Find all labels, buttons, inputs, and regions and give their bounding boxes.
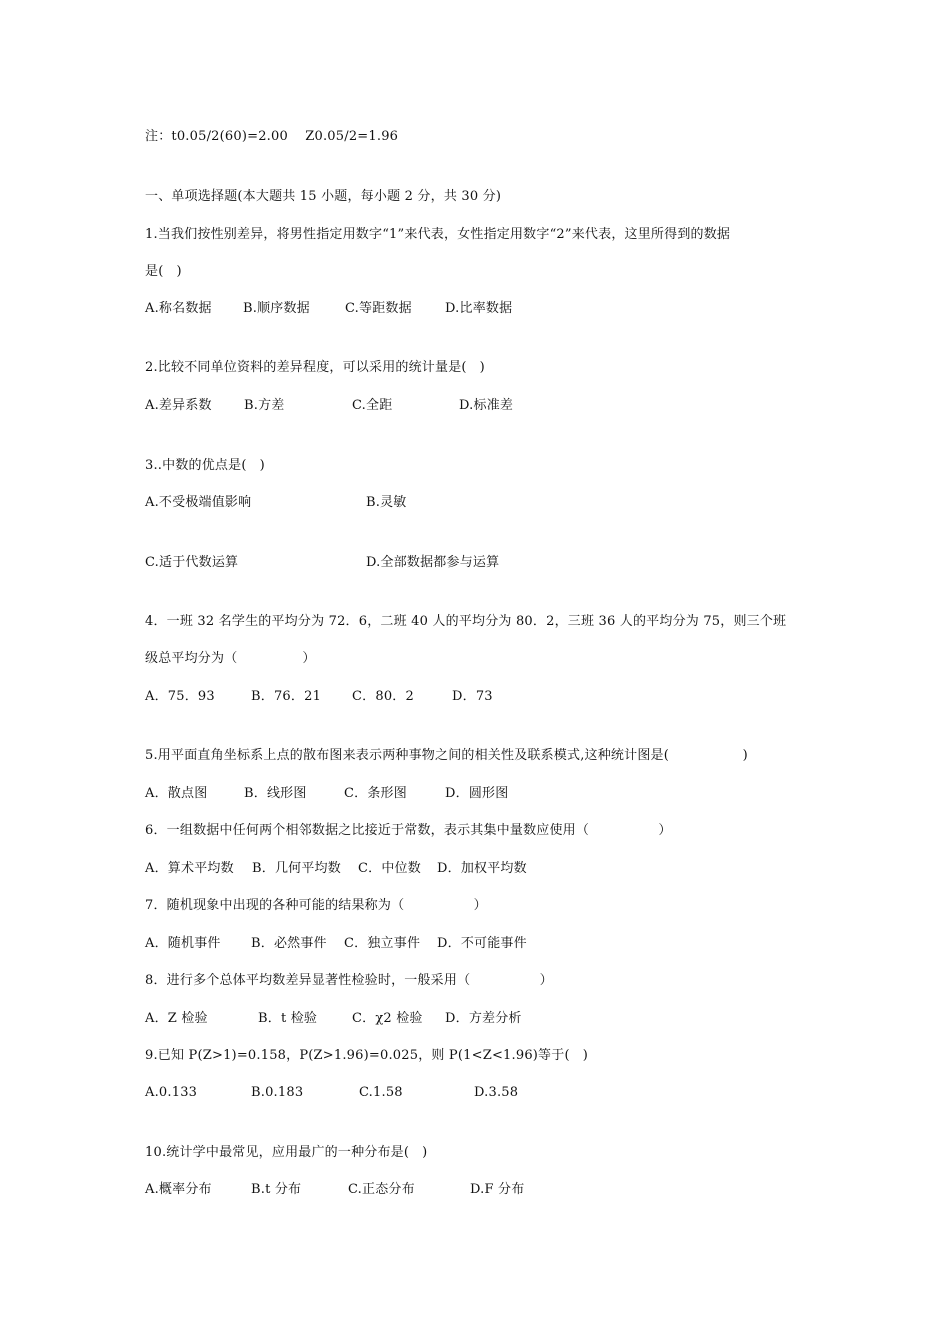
option-c: C.等距数据	[345, 301, 412, 316]
option-b: B．几何平均数	[252, 861, 341, 876]
question-stem: 9.已知 P(Z>1)=0.158，P(Z>1.96)=0.025，则 P(1<Z<1.96)等于( )	[145, 1048, 588, 1063]
question-options	[145, 300, 513, 318]
option-d: D.3.58	[474, 1085, 519, 1100]
option-a: A．75．93	[145, 689, 215, 704]
option-b: B.方差	[244, 398, 285, 413]
option-c: C.适于代数运算	[145, 555, 239, 570]
question-stem: 10.统计学中最常见，应用最广的一种分布是( )	[145, 1145, 428, 1160]
option-d: D．方差分析	[445, 1011, 522, 1026]
note-line: 注：t0.05/2(60)=2.00 Z0.05/2=1.96	[145, 129, 399, 144]
question-stem: 3..中数的优点是( )	[145, 458, 265, 473]
section-title: 一、单项选择题(本大题共 15 小题，每小题 2 分，共 30 分)	[145, 189, 502, 204]
option-a: A.差异系数	[145, 398, 212, 413]
option-b: B.0.183	[251, 1085, 304, 1100]
question-stem: 1.当我们按性别差异，将男性指定用数字“1”来代表，女性指定用数字“2”来代表，这里所得到的数据	[145, 227, 731, 242]
option-c: C.正态分布	[348, 1182, 415, 1197]
option-b: B．必然事件	[251, 936, 327, 951]
option-c: C．条形图	[344, 786, 407, 801]
question-options	[145, 1010, 522, 1028]
option-a: A.概率分布	[145, 1182, 212, 1197]
option-a: A．随机事件	[145, 936, 221, 951]
question-options	[145, 397, 514, 415]
question-stem: 7．随机现象中出现的各种可能的结果称为（ ）	[145, 898, 487, 913]
option-c: C．独立事件	[344, 936, 421, 951]
option-b: B．t 检验	[258, 1011, 318, 1026]
question-options	[145, 860, 527, 878]
option-a: A．算术平均数	[145, 861, 234, 876]
question-stem: 2.比较不同单位资料的差异程度，可以采用的统计量是( )	[145, 360, 485, 375]
question-stem: 8．进行多个总体平均数差异显著性检验时，一般采用（ ）	[145, 973, 553, 988]
option-d: D.标准差	[459, 398, 514, 413]
option-c: C．χ2 检验	[352, 1011, 423, 1026]
question-options	[145, 494, 407, 512]
option-a: A.不受极端值影响	[145, 495, 252, 510]
option-c: C.1.58	[359, 1085, 403, 1100]
option-b: B.t 分布	[251, 1182, 302, 1197]
question-options	[145, 688, 493, 706]
question-stem: 4．一班 32 名学生的平均分为 72．6，二班 40 人的平均分为 80．2，三班 36 人的平均分为 75，则三个班	[145, 614, 787, 629]
option-a: A．散点图	[145, 786, 208, 801]
option-d: D.F 分布	[470, 1182, 525, 1197]
option-a: A.0.133	[145, 1085, 198, 1100]
question-options	[145, 785, 509, 803]
question-options	[145, 1181, 525, 1199]
question-stem-continued: 是( )	[145, 264, 182, 279]
option-c: C．80．2	[352, 689, 414, 704]
option-a: A．Z 检验	[145, 1011, 208, 1026]
option-d: D．不可能事件	[437, 936, 527, 951]
question-options	[145, 554, 500, 572]
option-b: B．76．21	[251, 689, 322, 704]
question-options	[145, 935, 527, 953]
option-d: D．圆形图	[445, 786, 509, 801]
option-b: B.顺序数据	[243, 301, 310, 316]
question-stem-continued: 级总平均分为（ ）	[145, 651, 316, 666]
option-d: D．加权平均数	[437, 861, 527, 876]
question-options	[145, 1084, 519, 1102]
option-d: D.比率数据	[445, 301, 513, 316]
option-a: A.称名数据	[145, 301, 212, 316]
option-d: D.全部数据都参与运算	[366, 555, 500, 570]
option-c: C.全距	[352, 398, 393, 413]
option-b: B．线形图	[244, 786, 307, 801]
question-stem: 5.用平面直角坐标系上点的散布图来表示两种事物之间的相关性及联系模式,这种统计图是( )	[145, 748, 748, 763]
option-b: B.灵敏	[366, 495, 407, 510]
question-stem: 6．一组数据中任何两个相邻数据之比接近于常数，表示其集中量数应使用（ ）	[145, 823, 672, 838]
option-d: D．73	[452, 689, 493, 704]
option-c: C．中位数	[358, 861, 421, 876]
